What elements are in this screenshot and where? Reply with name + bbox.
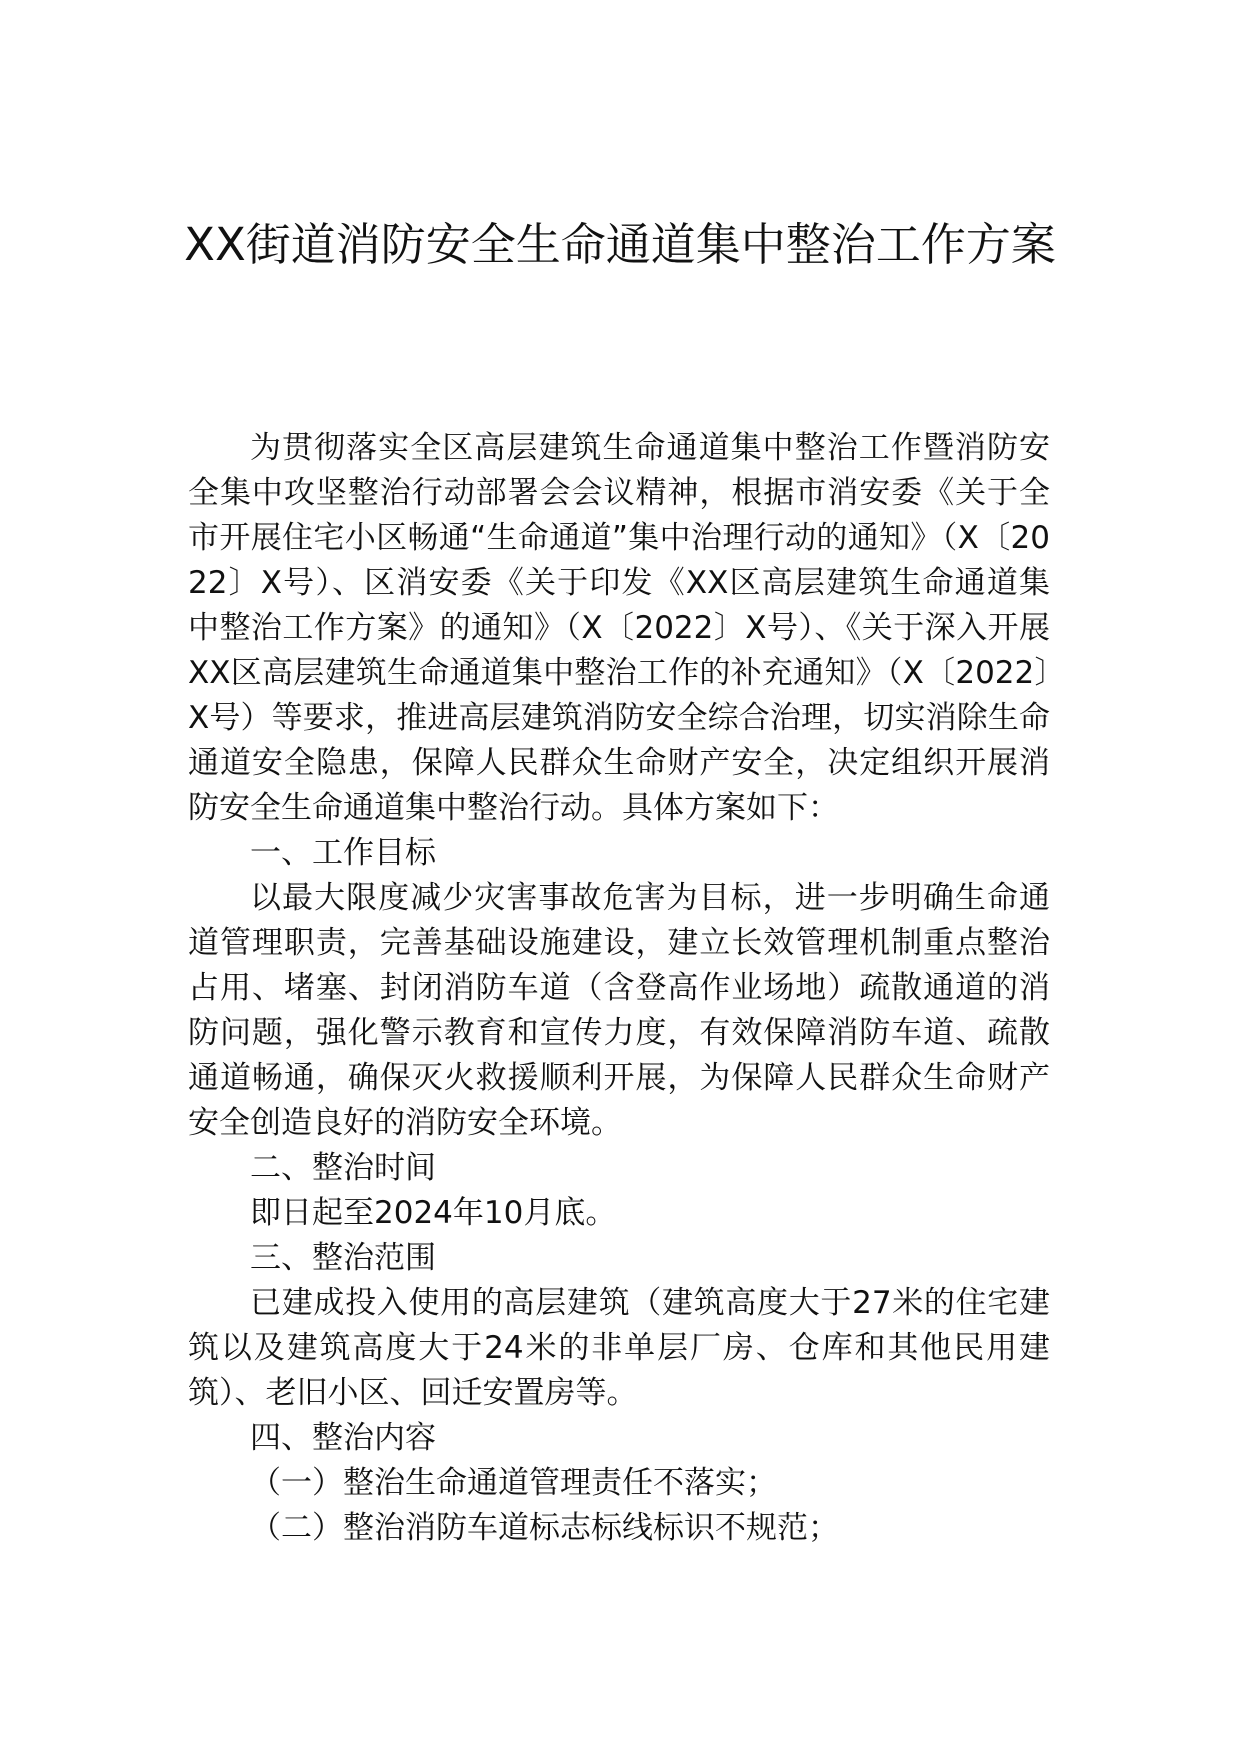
section-heading-content: 四、整治内容: [250, 1420, 436, 1456]
content-item: （二）整治消防车道标志标线标识不规范；: [250, 1510, 839, 1546]
intro-paragraph: 为贯彻落实全区高层建筑生命通道集中整治工作暨消防安全集中攻坚整治行动部署会会议精神，根据市消安委《关于全市开展住宅小区畅通“生命通道”集中治理行动的通知》（X〔2022〕X号）、区消安委《关于印发《XX区高层建筑生命通道集中整治工作方案》的通知》（X〔2022〕X号）、《关于深入开展XX区高层建筑生命通道集中整治工作的补充通知》（X〔2022〕X号）等要求，推进高层建筑消防安全综合治理，切实消除生命通道安全隐患，保障人民群众生命财产安全，决定组织开展消防安全生命通道集中整治行动。具体方案如下：: [188, 430, 1050, 826]
document-title: XX街道消防安全生命通道集中整治工作方案: [184, 218, 1056, 271]
section-text-goals: 以最大限度减少灾害事故危害为目标，进一步明确生命通道管理职责，完善基础设施建设，建立长效管理机制重点整治占用、堵塞、封闭消防车道（含登高作业场地）疏散通道的消防问题，强化警示教育和宣传力度，有效保障消防车道、疏散通道畅通，确保灭火救援顺利开展，为保障人民群众生命财产安全创造良好的消防安全环境。: [188, 880, 1050, 1141]
section-heading-time: 二、整治时间: [250, 1150, 436, 1186]
section-text-scope: 已建成投入使用的高层建筑（建筑高度大于27米的住宅建筑以及建筑高度大于24米的非单层厂房、仓库和其他民用建筑）、老旧小区、回迁安置房等。: [188, 1285, 1050, 1411]
document-body: [188, 426, 1050, 1551]
section-heading-scope: 三、整治范围: [250, 1240, 436, 1276]
content-item: （一）整治生命通道管理责任不落实；: [250, 1465, 777, 1501]
section-heading-goals: 一、工作目标: [250, 835, 436, 871]
section-text-time: 即日起至2024年10月底。: [250, 1195, 617, 1231]
